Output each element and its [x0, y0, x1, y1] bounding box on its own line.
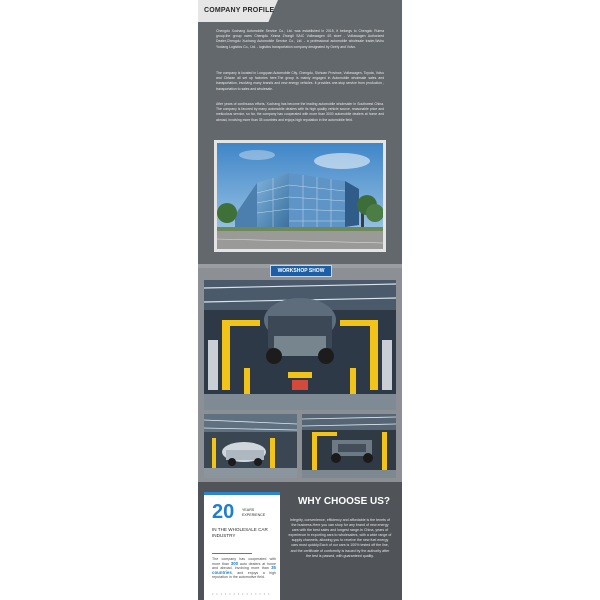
assembly-line-photo: [204, 280, 396, 410]
company-building-photo-frame: [214, 140, 386, 252]
workshop-title: WORKSHOP SHOW: [277, 268, 325, 274]
dotted-decoration: • • • • • • • • • • • • • •: [212, 591, 271, 596]
experience-heading: IN THE WHOLESALE CAR INDUSTRY: [212, 527, 268, 538]
desc-part-a: The company has cooperated with more than: [212, 557, 276, 566]
desc-part-c: , and enjoys a high reputation in the automotive field.: [212, 570, 276, 580]
why-text: Integrity, convenience, efficiency and affordable is the tenets of the business.Here you can shop for any brand of new energy cars with the best sales and longest range.In China, years of experience in exporting cars to wholesalers, with a wide range of supply channels, allowing you to receive the new fuel energy cars most quickly.Each of our cars is 100% tested off the line, and the certificate of conformity is issued by the authority after the test is passed, with guaranteed quality.: [288, 518, 392, 558]
experience-card: [204, 492, 280, 600]
profile-paragraph-2: The company is located in Longquan Automobile City, Chengdu, Sichuan Province, Volkswagen, Toyota, Volvo and Chiwan all set up factories here.The group is mainly engaged in Automobile wholesale sales and transportation, involving many brands and new energy vehicles. It provides one-stop service from production , transportation to sales and wholesale.: [216, 71, 384, 91]
desc-part-b: auto dealers at home and abroad, involving more than: [212, 561, 277, 571]
profile-paragraph-3: After years of continuous efforts, Xuchang has become the leading automobile wholesaler in Southwest China. The company is favored by many automobile dealers with its high quality vehicle source, reasonable price and meticulous service, so far, the company has cooperated with more than 3000 automobile dealers at home and abroad, involving more than 35 countries and enjoys high reputation in the automobile field.: [216, 102, 384, 122]
dealer-count: 300: [230, 560, 239, 566]
experience-description: [212, 557, 276, 580]
years-unit-line1: YEARS: [242, 508, 255, 512]
country-count: 35 countries: [212, 565, 276, 575]
page-strip: [198, 0, 402, 600]
company-profile-section: [198, 0, 402, 264]
profile-paragraph-1: Chengdu Xuchang Automobile Service Co., Ltd. was established in 2015, it belongs to Chengdu Ruima group,the group owns Chengdu Xinma Zhongli SAIC Volkswagen 4S store - Volkswagen Authorized Dealer,Chengdu Xuchang Automobile Service Co., Ltd. - a professional automobile wholesale trader,Wuhu Yuxiang Logistics Co., Ltd. - logistics transportation company designated by Geely and Volvo.: [216, 29, 384, 49]
profile-title: COMPANY PROFILE: [204, 7, 275, 14]
factory-floor-photo: [204, 414, 297, 478]
years-number: 20: [212, 501, 235, 523]
years-unit: [242, 508, 265, 517]
workshop-section: [198, 268, 402, 482]
why-choose-us-section: [198, 482, 402, 600]
why-title: WHY CHOOSE US?: [297, 496, 391, 507]
workshop-badge: [270, 265, 332, 277]
company-building-photo: [217, 143, 383, 249]
card-divider: [212, 553, 252, 554]
years-unit-line2: EXPERIENCE: [242, 512, 266, 517]
chassis-line-photo: [302, 414, 396, 478]
